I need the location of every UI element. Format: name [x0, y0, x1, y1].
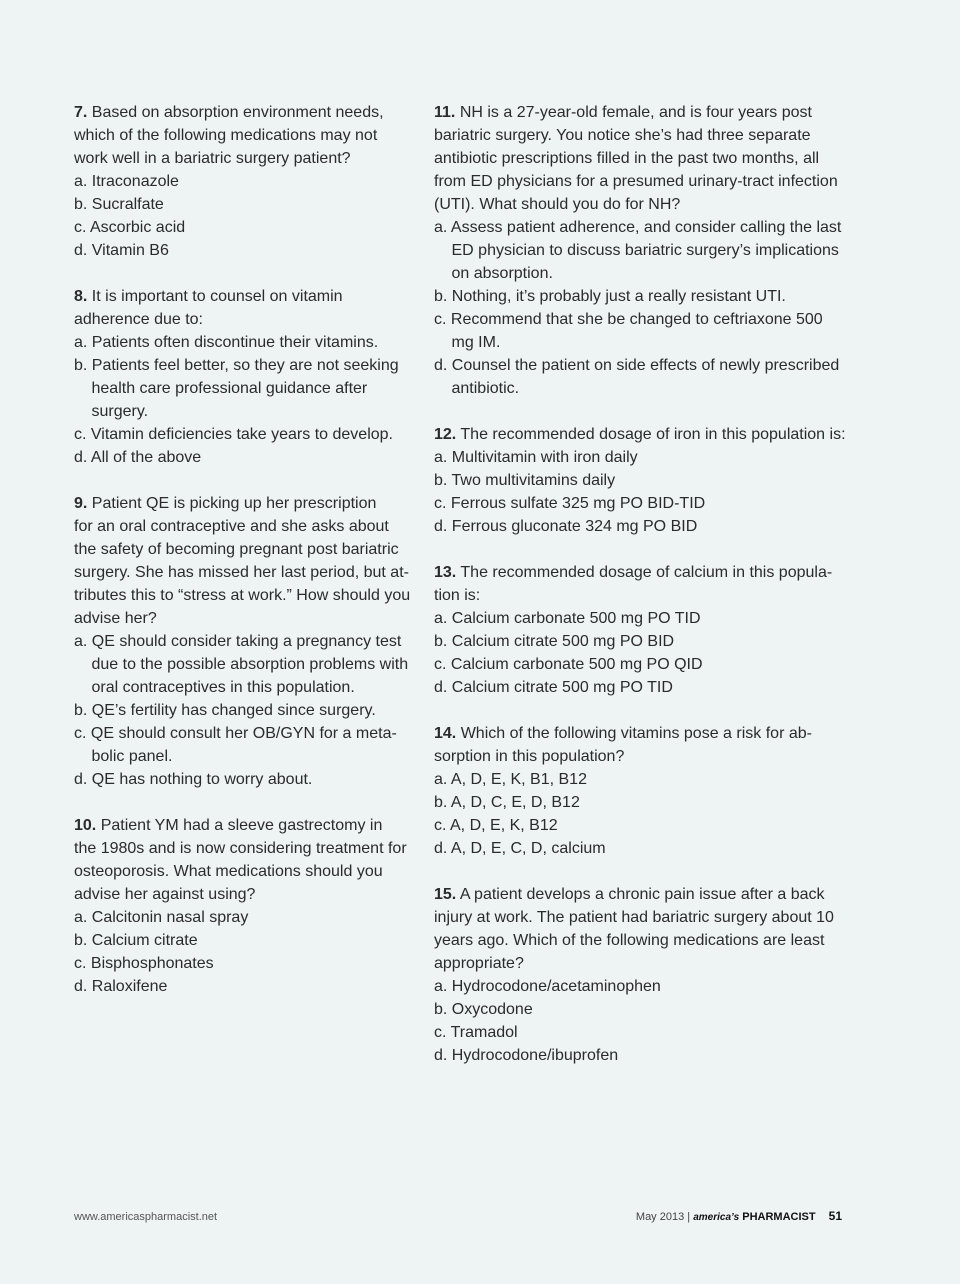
page-number: 51 [828, 1209, 842, 1223]
answer-option: c. Tramadol [434, 1024, 518, 1041]
question-13 [434, 561, 848, 699]
question-stem-line [74, 561, 420, 584]
stem-text: A patient develops a chronic pain issue after a back [459, 886, 825, 903]
answer-option: b. Patients feel better, so they are not seeking health care professional guidance after surgery. [74, 357, 399, 420]
stem-text: sorption in this population? [434, 748, 625, 765]
question-stem-line [434, 883, 848, 906]
question-stem-line [434, 584, 848, 607]
question-number: 15. [434, 886, 457, 903]
footer-right [636, 1209, 842, 1223]
question-stem-line [74, 837, 420, 860]
question-8 [74, 285, 420, 469]
stem-text: appropriate? [434, 955, 524, 972]
answer-option: d. Vitamin B6 [74, 242, 169, 259]
stem-text: for an oral contraceptive and she asks about [74, 518, 389, 535]
stem-text: work well in a bariatric surgery patient? [74, 150, 351, 167]
answer-option: a. Itraconazole [74, 173, 179, 190]
question-stem-line [434, 952, 848, 975]
answer-option: b. Two multivitamins daily [434, 472, 616, 489]
brand-prefix: america’s [693, 1212, 740, 1223]
stem-text: injury at work. The patient had bariatric surgery about 10 [434, 909, 834, 926]
question-stem-line [434, 929, 848, 952]
answer-option: c. Vitamin deficiencies take years to develop. [74, 426, 393, 443]
answer-option: c. Recommend that she be changed to ceftriaxone 500 mg IM. [434, 311, 823, 351]
stem-text: It is important to counsel on vitamin [91, 288, 343, 305]
answer-option: c. Ferrous sulfate 325 mg PO BID-TID [434, 495, 706, 512]
stem-text: Based on absorption environment needs, [91, 104, 384, 121]
question-10 [74, 814, 420, 998]
stem-text: the 1980s and is now considering treatment for [74, 840, 407, 857]
stem-text: advise her? [74, 610, 157, 627]
answer-option: c. A, D, E, K, B12 [434, 817, 558, 834]
question-number: 7. [74, 104, 88, 121]
question-number: 13. [434, 564, 457, 581]
answer-option: d. Raloxifene [74, 978, 168, 995]
question-stem-line [434, 101, 848, 124]
answer-option: c. Bisphosphonates [74, 955, 214, 972]
question-number: 11. [434, 104, 456, 121]
answer-option: d. A, D, E, C, D, calcium [434, 840, 606, 857]
stem-text: surgery. She has missed her last period, but at- [74, 564, 409, 581]
answer-option: b. QE’s fertility has changed since surgery. [74, 702, 376, 719]
answer-option: b. Sucralfate [74, 196, 164, 213]
question-stem-line [434, 561, 848, 584]
question-11 [434, 101, 848, 400]
stem-text: Patient QE is picking up her prescription [91, 495, 377, 512]
question-stem-line [434, 124, 848, 147]
question-stem-line [74, 538, 420, 561]
answer-option: b. Oxycodone [434, 1001, 533, 1018]
stem-text: bariatric surgery. You notice she’s had three separate [434, 127, 811, 144]
answer-option: d. All of the above [74, 449, 202, 466]
answer-option: b. A, D, C, E, D, B12 [434, 794, 580, 811]
stem-text: years ago. Which of the following medications are least [434, 932, 825, 949]
question-stem-line [74, 147, 420, 170]
question-stem-line [74, 101, 420, 124]
right-column [434, 101, 848, 1090]
answer-option: c. Calcium carbonate 500 mg PO QID [434, 656, 703, 673]
question-stem-line [74, 124, 420, 147]
question-stem-line [434, 193, 848, 216]
answer-option: c. Ascorbic acid [74, 219, 186, 236]
answer-option: b. Calcium citrate 500 mg PO BID [434, 633, 675, 650]
answer-option: d. Hydrocodone/ibuprofen [434, 1047, 619, 1064]
answer-option: d. Counsel the patient on side effects of newly prescribed antibiotic. [434, 357, 840, 397]
answer-option: a. Calcium carbonate 500 mg PO TID [434, 610, 701, 627]
answer-option: d. QE has nothing to worry about. [74, 771, 313, 788]
stem-text: The recommended dosage of calcium in this popula- [460, 564, 833, 581]
question-9 [74, 492, 420, 791]
question-number: 14. [434, 725, 457, 742]
question-stem-line [74, 814, 420, 837]
stem-text: Patient YM had a sleeve gastrectomy in [100, 817, 383, 834]
stem-text: the safety of becoming pregnant post bariatric [74, 541, 399, 558]
question-12 [434, 423, 848, 538]
stem-text: osteoporosis. What medications should you [74, 863, 383, 880]
answer-option: d. Calcium citrate 500 mg PO TID [434, 679, 673, 696]
stem-text: The recommended dosage of iron in this population is: [460, 426, 846, 443]
footer-separator: | [687, 1211, 691, 1223]
question-stem-line [74, 285, 420, 308]
question-stem-line [74, 308, 420, 331]
question-stem-line [74, 607, 420, 630]
question-stem-line [74, 584, 420, 607]
question-stem-line [434, 722, 848, 745]
question-stem-line [74, 492, 420, 515]
question-number: 8. [74, 288, 88, 305]
answer-option: b. Nothing, it’s probably just a really resistant UTI. [434, 288, 786, 305]
question-15 [434, 883, 848, 1067]
stem-text: NH is a 27-year-old female, and is four years post [459, 104, 812, 121]
answer-option: d. Ferrous gluconate 324 mg PO BID [434, 518, 698, 535]
stem-text: tributes this to “stress at work.” How should you [74, 587, 411, 604]
question-stem-line [434, 170, 848, 193]
stem-text: which of the following medications may not [74, 127, 378, 144]
stem-text: antibiotic prescriptions filled in the past two months, all [434, 150, 820, 167]
question-number: 9. [74, 495, 88, 512]
stem-text: (UTI). What should you do for NH? [434, 196, 681, 213]
question-stem-line [74, 860, 420, 883]
answer-option: a. Multivitamin with iron daily [434, 449, 638, 466]
question-number: 10. [74, 817, 97, 834]
left-column [74, 101, 420, 1021]
brand-main: PHARMACIST [742, 1211, 816, 1223]
question-stem-line [434, 147, 848, 170]
answer-option: c. QE should consult her OB/GYN for a meta- bolic panel. [74, 725, 397, 765]
stem-text: from ED physicians for a presumed urinary-tract infection [434, 173, 838, 190]
answer-option: a. Hydrocodone/acetaminophen [434, 978, 661, 995]
question-stem-line [434, 906, 848, 929]
footer-date: May 2013 [635, 1211, 685, 1223]
answer-option: a. Assess patient adherence, and consider calling the last ED physician to discuss bariatric surgery’s implications on absorption. [434, 219, 842, 282]
question-stem-line [434, 745, 848, 768]
answer-option: b. Calcium citrate [74, 932, 198, 949]
magazine-brand [693, 1211, 815, 1223]
stem-text: Which of the following vitamins pose a risk for ab- [460, 725, 812, 742]
question-7 [74, 101, 420, 262]
question-stem-line [74, 883, 420, 906]
footer-url: www.americaspharmacist.net [74, 1211, 218, 1223]
stem-text: advise her against using? [74, 886, 256, 903]
question-14 [434, 722, 848, 860]
answer-option: a. Patients often discontinue their vitamins. [74, 334, 379, 351]
stem-text: tion is: [434, 587, 481, 604]
question-stem-line [74, 515, 420, 538]
question-number: 12. [434, 426, 457, 443]
answer-option: a. QE should consider taking a pregnancy test due to the possible absorption problems with oral contraceptives in this population. [74, 633, 409, 696]
question-stem-line [434, 423, 848, 446]
stem-text: adherence due to: [74, 311, 203, 328]
answer-option: a. Calcitonin nasal spray [74, 909, 249, 926]
answer-option: a. A, D, E, K, B1, B12 [434, 771, 587, 788]
